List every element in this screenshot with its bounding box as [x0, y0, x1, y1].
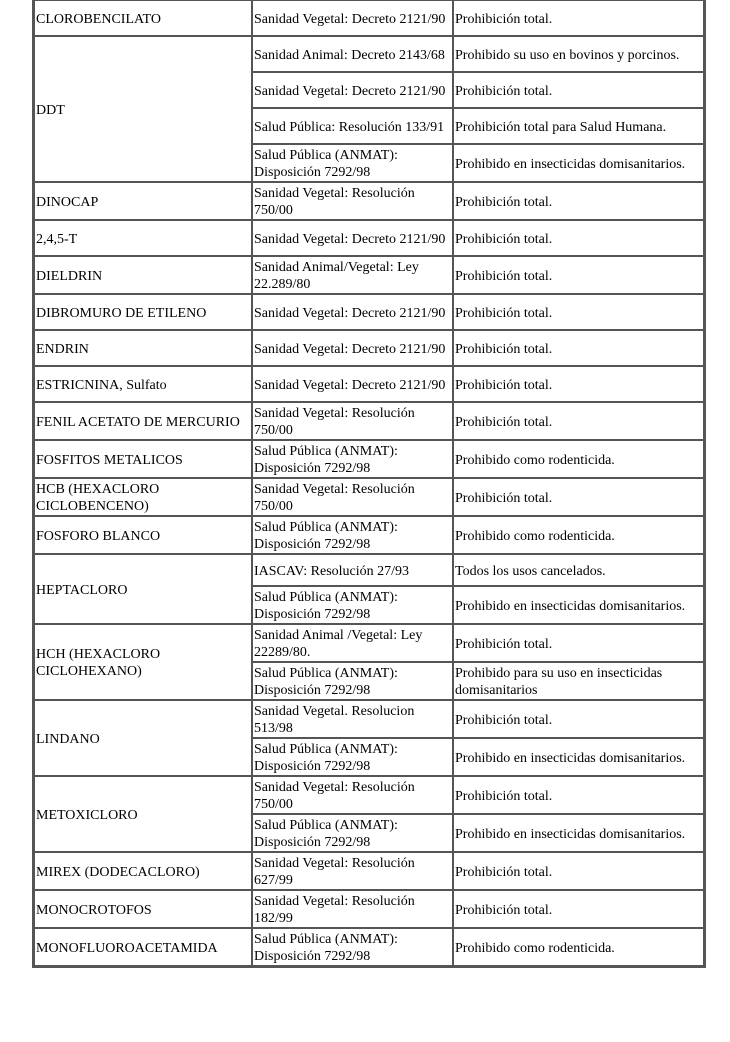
table-row: [34, 852, 704, 890]
table-row: [34, 440, 704, 478]
substance-cell: MIREX (DODECACLORO): [34, 852, 252, 890]
norm-cell: Salud Pública (ANMAT): Disposición 7292/98: [252, 440, 453, 478]
restriction-cell: Prohibición total.: [453, 330, 704, 366]
norm-cell: Sanidad Animal /Vegetal: Ley 22289/80.: [252, 624, 453, 662]
restriction-cell: Prohibición total.: [453, 852, 704, 890]
norm-cell: Salud Pública (ANMAT): Disposición 7292/98: [252, 738, 453, 776]
norm-cell: Salud Pública (ANMAT): Disposición 7292/98: [252, 144, 453, 182]
norm-cell: IASCAV: Resolución 27/93: [252, 554, 453, 586]
restriction-cell: Prohibido como rodenticida.: [453, 516, 704, 554]
table-row: [34, 776, 704, 814]
norm-cell: Sanidad Vegetal: Decreto 2121/90: [252, 220, 453, 256]
substance-cell: FENIL ACETATO DE MERCURIO: [34, 402, 252, 440]
restriction-cell: Prohibición total.: [453, 776, 704, 814]
norm-cell: Sanidad Vegetal: Decreto 2121/90: [252, 0, 453, 36]
restriction-cell: Prohibido en insecticidas domisanitarios.: [453, 586, 704, 624]
norm-cell: Sanidad Vegetal: Resolución 750/00: [252, 478, 453, 516]
table-row: [34, 516, 704, 554]
restriction-cell: Prohibición total.: [453, 478, 704, 516]
substance-cell: MONOCROTOFOS: [34, 890, 252, 928]
table-row: [34, 700, 704, 738]
table-row: [34, 330, 704, 366]
norm-cell: Salud Pública (ANMAT): Disposición 7292/98: [252, 516, 453, 554]
table-row: [34, 478, 704, 516]
restriction-cell: Prohibición total.: [453, 220, 704, 256]
substance-cell: 2,4,5-T: [34, 220, 252, 256]
substance-cell: HEPTACLORO: [34, 554, 252, 624]
table-body: [34, 0, 704, 966]
norm-cell: Sanidad Vegetal: Resolución 627/99: [252, 852, 453, 890]
restriction-cell: Prohibido como rodenticida.: [453, 440, 704, 478]
restriction-cell: Prohibido como rodenticida.: [453, 928, 704, 966]
norm-cell: Sanidad Vegetal: Decreto 2121/90: [252, 366, 453, 402]
substance-cell: FOSFITOS METALICOS: [34, 440, 252, 478]
table-row: [34, 182, 704, 220]
restriction-cell: Prohibición total para Salud Humana.: [453, 108, 704, 144]
restriction-cell: Prohibido en insecticidas domisanitarios.: [453, 814, 704, 852]
norm-cell: Salud Pública (ANMAT): Disposición 7292/98: [252, 928, 453, 966]
norm-cell: Sanidad Vegetal: Decreto 2121/90: [252, 72, 453, 108]
substance-cell: DIBROMURO DE ETILENO: [34, 294, 252, 330]
table-row: [34, 366, 704, 402]
norm-cell: Salud Pública (ANMAT): Disposición 7292/98: [252, 662, 453, 700]
pesticide-restrictions-table: [32, 0, 706, 968]
table-row: [34, 220, 704, 256]
norm-cell: Sanidad Vegetal: Resolución 750/00: [252, 402, 453, 440]
table-row: [34, 36, 704, 72]
substance-cell: ESTRICNINA, Sulfato: [34, 366, 252, 402]
substance-cell: FOSFORO BLANCO: [34, 516, 252, 554]
restriction-cell: Prohibición total.: [453, 294, 704, 330]
norm-cell: Salud Pública: Resolución 133/91: [252, 108, 453, 144]
norm-cell: Sanidad Vegetal. Resolucion 513/98: [252, 700, 453, 738]
norm-cell: Salud Pública (ANMAT): Disposición 7292/98: [252, 814, 453, 852]
table-row: [34, 928, 704, 966]
substance-cell: DIELDRIN: [34, 256, 252, 294]
norm-cell: Sanidad Vegetal: Resolución 750/00: [252, 776, 453, 814]
restriction-cell: Prohibición total.: [453, 624, 704, 662]
table-row: [34, 256, 704, 294]
substance-cell: CLOROBENCILATO: [34, 0, 252, 36]
substance-cell: HCB (HEXACLORO CICLOBENCENO): [34, 478, 252, 516]
restriction-cell: Prohibición total.: [453, 182, 704, 220]
substance-cell: MONOFLUOROACETAMIDA: [34, 928, 252, 966]
restriction-cell: Prohibición total.: [453, 256, 704, 294]
restriction-cell: Prohibición total.: [453, 402, 704, 440]
table-row: [34, 554, 704, 586]
norm-cell: Sanidad Animal: Decreto 2143/68: [252, 36, 453, 72]
restriction-cell: Prohibición total.: [453, 366, 704, 402]
restriction-cell: Prohibido para su uso en insecticidas domisanitarios: [453, 662, 704, 700]
norm-cell: Sanidad Vegetal: Resolución 182/99: [252, 890, 453, 928]
substance-cell: LINDANO: [34, 700, 252, 776]
restriction-cell: Prohibición total.: [453, 72, 704, 108]
restriction-cell: Prohibido su uso en bovinos y porcinos.: [453, 36, 704, 72]
norm-cell: Sanidad Vegetal: Resolución 750/00: [252, 182, 453, 220]
substance-cell: METOXICLORO: [34, 776, 252, 852]
substance-cell: ENDRIN: [34, 330, 252, 366]
table-row: [34, 0, 704, 36]
restriction-cell: Prohibido en insecticidas domisanitarios.: [453, 144, 704, 182]
restriction-cell: Prohibición total.: [453, 700, 704, 738]
restriction-cell: Prohibido en insecticidas domisanitarios.: [453, 738, 704, 776]
norm-cell: Sanidad Vegetal: Decreto 2121/90: [252, 330, 453, 366]
table-row: [34, 624, 704, 662]
restriction-cell: Todos los usos cancelados.: [453, 554, 704, 586]
table-row: [34, 294, 704, 330]
substance-cell: DDT: [34, 36, 252, 182]
norm-cell: Sanidad Animal/Vegetal: Ley 22.289/80: [252, 256, 453, 294]
table-row: [34, 402, 704, 440]
table-row: [34, 890, 704, 928]
substance-cell: HCH (HEXACLORO CICLOHEXANO): [34, 624, 252, 700]
norm-cell: Salud Pública (ANMAT): Disposición 7292/98: [252, 586, 453, 624]
restriction-cell: Prohibición total.: [453, 890, 704, 928]
norm-cell: Sanidad Vegetal: Decreto 2121/90: [252, 294, 453, 330]
substance-cell: DINOCAP: [34, 182, 252, 220]
restriction-cell: Prohibición total.: [453, 0, 704, 36]
